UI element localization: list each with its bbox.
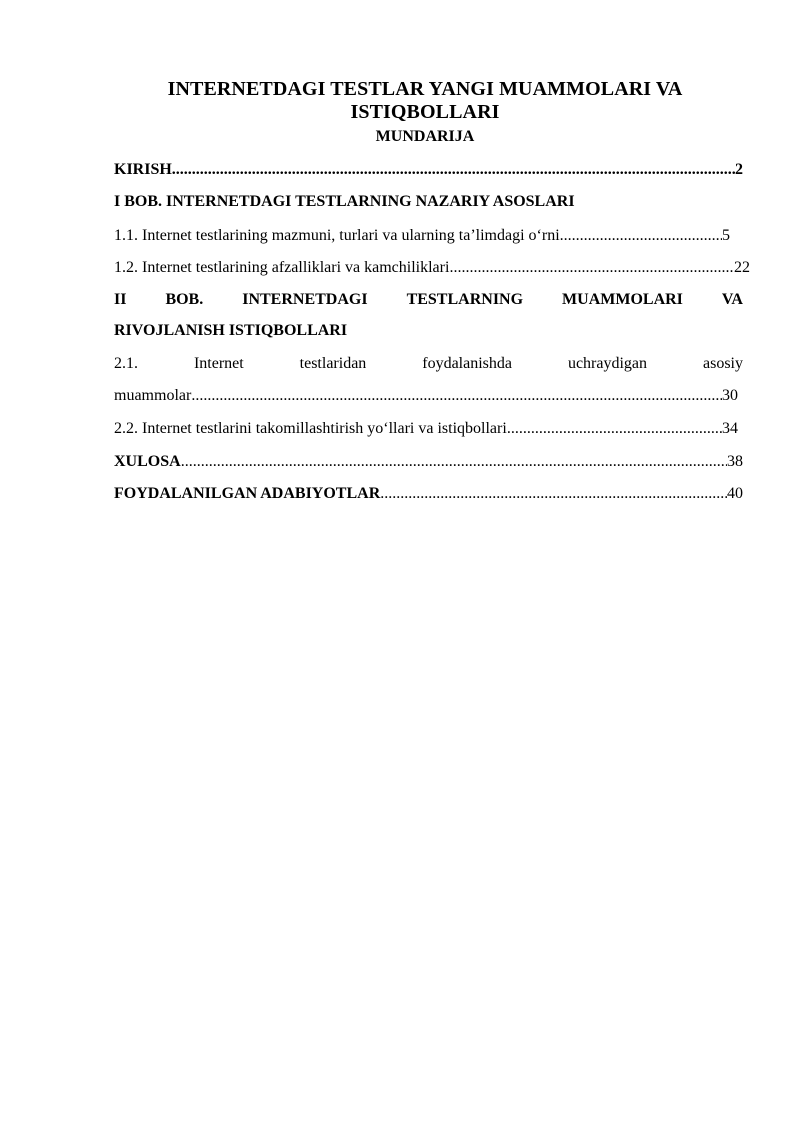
toc-chapter-1[interactable] (114, 190, 743, 214)
toc-leader-dots (560, 224, 722, 248)
toc-word: II (114, 291, 127, 308)
toc-leader-dots (172, 158, 735, 182)
toc-chapter-2-line-2[interactable] (114, 319, 743, 343)
toc-leader-dots (191, 384, 722, 408)
toc-section-1-2[interactable] (114, 256, 750, 280)
toc-entry-page: 22 (734, 259, 750, 276)
toc-word: TESTLARNING (406, 291, 524, 308)
title-line-1: INTERNETDAGI TESTLAR YANGI MUAMMOLARI VA (167, 78, 683, 100)
toc-word: VA (721, 291, 743, 308)
toc-entry-label: XULOSA (114, 453, 181, 470)
toc-word: BOB. (165, 291, 204, 308)
toc-word: Internet (193, 355, 244, 372)
toc-section-2-2[interactable] (114, 417, 738, 441)
toc-entry-label: FOYDALANILGAN ADABIYOTLAR (114, 485, 381, 502)
toc-entry-label: 2.2. Internet testlarini takomillashtirish yo‘llari va istiqbollari (114, 420, 507, 437)
toc-leader-dots (449, 256, 734, 280)
toc-entry-label: muammolar (114, 387, 192, 404)
toc-leader-dots (507, 417, 722, 441)
toc-entry-label: KIRISH (114, 161, 172, 178)
toc-section-2-1-line-2[interactable] (114, 384, 738, 408)
toc-word: uchraydigan (567, 355, 648, 372)
toc-entry-adabiyotlar[interactable] (114, 482, 743, 506)
toc-entry-label: 1.1. Internet testlarining mazmuni, turlari va ularning ta’limdagi o‘rni (114, 227, 560, 244)
toc-chapter-2[interactable] (114, 288, 743, 312)
toc-leader-dots (181, 450, 727, 474)
toc-entry-page: 40 (727, 485, 743, 502)
toc-word: testlaridan (299, 355, 367, 372)
toc-entry-label: RIVOJLANISH ISTIQBOLLARI (114, 322, 348, 339)
toc-entry-page: 30 (722, 387, 738, 404)
toc-heading: MUNDARIJA (375, 128, 475, 145)
toc-entry-page: 38 (727, 453, 743, 470)
toc-leader-dots (380, 482, 727, 506)
toc-word: 2.1. (114, 355, 138, 372)
title-line-2: ISTIQBOLLARI (350, 101, 500, 123)
toc-entry-page: 2 (735, 161, 743, 178)
toc-entry-label: I BOB. INTERNETDAGI TESTLARNING NAZARIY ASOSLARI (114, 193, 575, 210)
toc-section-1-1[interactable] (114, 224, 730, 248)
toc-word: INTERNETDAGI (242, 291, 368, 308)
toc-word: MUAMMOLARI (562, 291, 683, 308)
toc-entry-label: 1.2. Internet testlarining afzalliklari va kamchiliklari (114, 259, 450, 276)
document-title (100, 78, 750, 124)
toc-section-2-1[interactable] (114, 352, 743, 376)
toc-word: foydalanishda (422, 355, 512, 372)
toc-entry-xulosa[interactable] (114, 450, 743, 474)
toc-entry-page: 34 (722, 420, 738, 437)
toc-entry-kirish[interactable] (114, 158, 743, 182)
toc-word: asosiy (702, 355, 743, 372)
toc-entry-page: 5 (722, 227, 730, 244)
